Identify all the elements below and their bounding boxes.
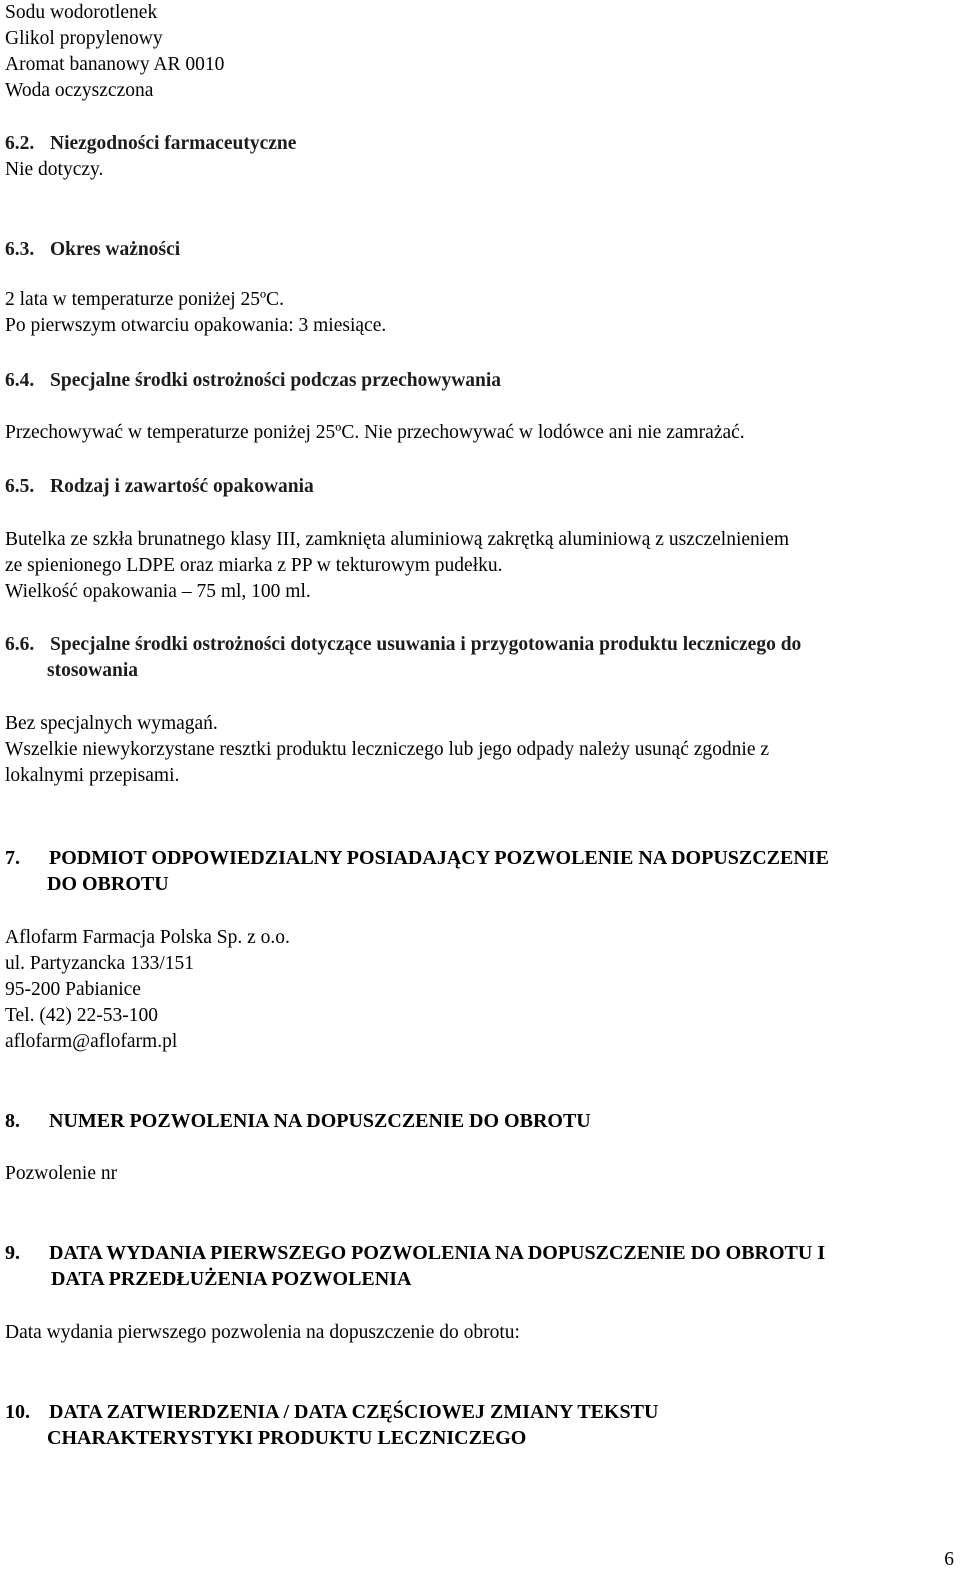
section-number: 6.5. [5,476,35,497]
section-title: Okres ważności [50,239,181,260]
composition-item: Woda oczyszczona [5,80,154,101]
section-6-5-line: ze spienionego LDPE oraz miarka z PP w tekturowym pudełku. [5,555,503,576]
section-title: DATA WYDANIA PIERWSZEGO POZWOLENIA NA DOPUSZCZENIE DO OBROTU I [49,1242,826,1264]
address-email: aflofarm@aflofarm.pl [5,1031,178,1052]
section-6-5-line: Butelka ze szkła brunatnego klasy III, zamknięta aluminiową zakrętką aluminiową z uszczelnieniem [5,529,790,550]
address-line: 95-200 Pabianice [5,979,141,1000]
section-6-2-heading [5,131,296,157]
address-line: Tel. (42) 22-53-100 [5,1005,158,1026]
section-number: 6.6. [5,634,35,655]
section-9-heading-cont: DATA PRZEDŁUŻENIA POZWOLENIA [51,1268,412,1290]
section-number: 10. [5,1401,30,1423]
section-title: PODMIOT ODPOWIEDZIALNY POSIADAJĄCY POZWOLENIE NA DOPUSZCZENIE [49,847,829,869]
section-7-heading [5,845,829,871]
section-8-text: Pozwolenie nr [5,1163,118,1184]
section-title: Niezgodności farmaceutyczne [50,133,297,154]
section-10-heading-cont: CHARAKTERYSTYKI PRODUKTU LECZNICZEGO [47,1427,527,1449]
composition-item: Sodu wodorotlenek [5,2,158,23]
section-number: 6.4. [5,370,35,391]
section-title: Specjalne środki ostrożności podczas przechowywania [50,370,502,391]
section-number: 9. [5,1242,20,1264]
section-8-heading [5,1108,591,1134]
section-9-heading [5,1240,825,1266]
section-6-4-heading [5,368,501,394]
composition-item: Aromat bananowy AR 0010 [5,54,225,75]
section-6-6-heading [5,632,801,658]
section-6-3-line: Po pierwszym otwarciu opakowania: 3 miesiące. [5,315,387,336]
section-7-heading-cont: DO OBROTU [47,873,169,895]
section-10-heading [5,1399,658,1425]
address-line: Aflofarm Farmacja Polska Sp. z o.o. [5,927,290,948]
section-6-6-line: Wszelkie niewykorzystane resztki produktu leczniczego lub jego odpady należy usunąć zgodnie z [5,739,770,760]
section-title: DATA ZATWIERDZENIA / DATA CZĘŚCIOWEJ ZMIANY TEKSTU [49,1401,659,1423]
section-6-6-line: lokalnymi przepisami. [5,765,180,786]
section-6-3-line: 2 lata w temperaturze poniżej 25ºC. [5,289,284,310]
section-6-5-heading [5,474,314,500]
section-number: 8. [5,1110,20,1132]
section-title: Rodzaj i zawartość opakowania [50,476,314,497]
page-number: 6 [944,1549,954,1570]
section-6-3-heading [5,237,180,263]
section-number: 7. [5,847,20,869]
address-line: ul. Partyzancka 133/151 [5,953,194,974]
section-title: Specjalne środki ostrożności dotyczące usuwania i przygotowania produktu leczniczego do [50,634,802,655]
section-number: 6.2. [5,133,35,154]
section-title: NUMER POZWOLENIA NA DOPUSZCZENIE DO OBROTU [49,1110,591,1132]
section-9-text: Data wydania pierwszego pozwolenia na dopuszczenie do obrotu: [5,1322,520,1343]
section-6-6-line: Bez specjalnych wymagań. [5,713,218,734]
composition-item: Glikol propylenowy [5,28,163,49]
section-6-4-text: Przechowywać w temperaturze poniżej 25ºC. Nie przechowywać w lodówce ani nie zamrażać. [5,422,745,443]
section-6-2-text: Nie dotyczy. [5,159,104,180]
section-number: 6.3. [5,239,35,260]
section-6-6-heading-cont: stosowania [47,660,139,681]
section-6-5-line: Wielkość opakowania – 75 ml, 100 ml. [5,581,311,602]
